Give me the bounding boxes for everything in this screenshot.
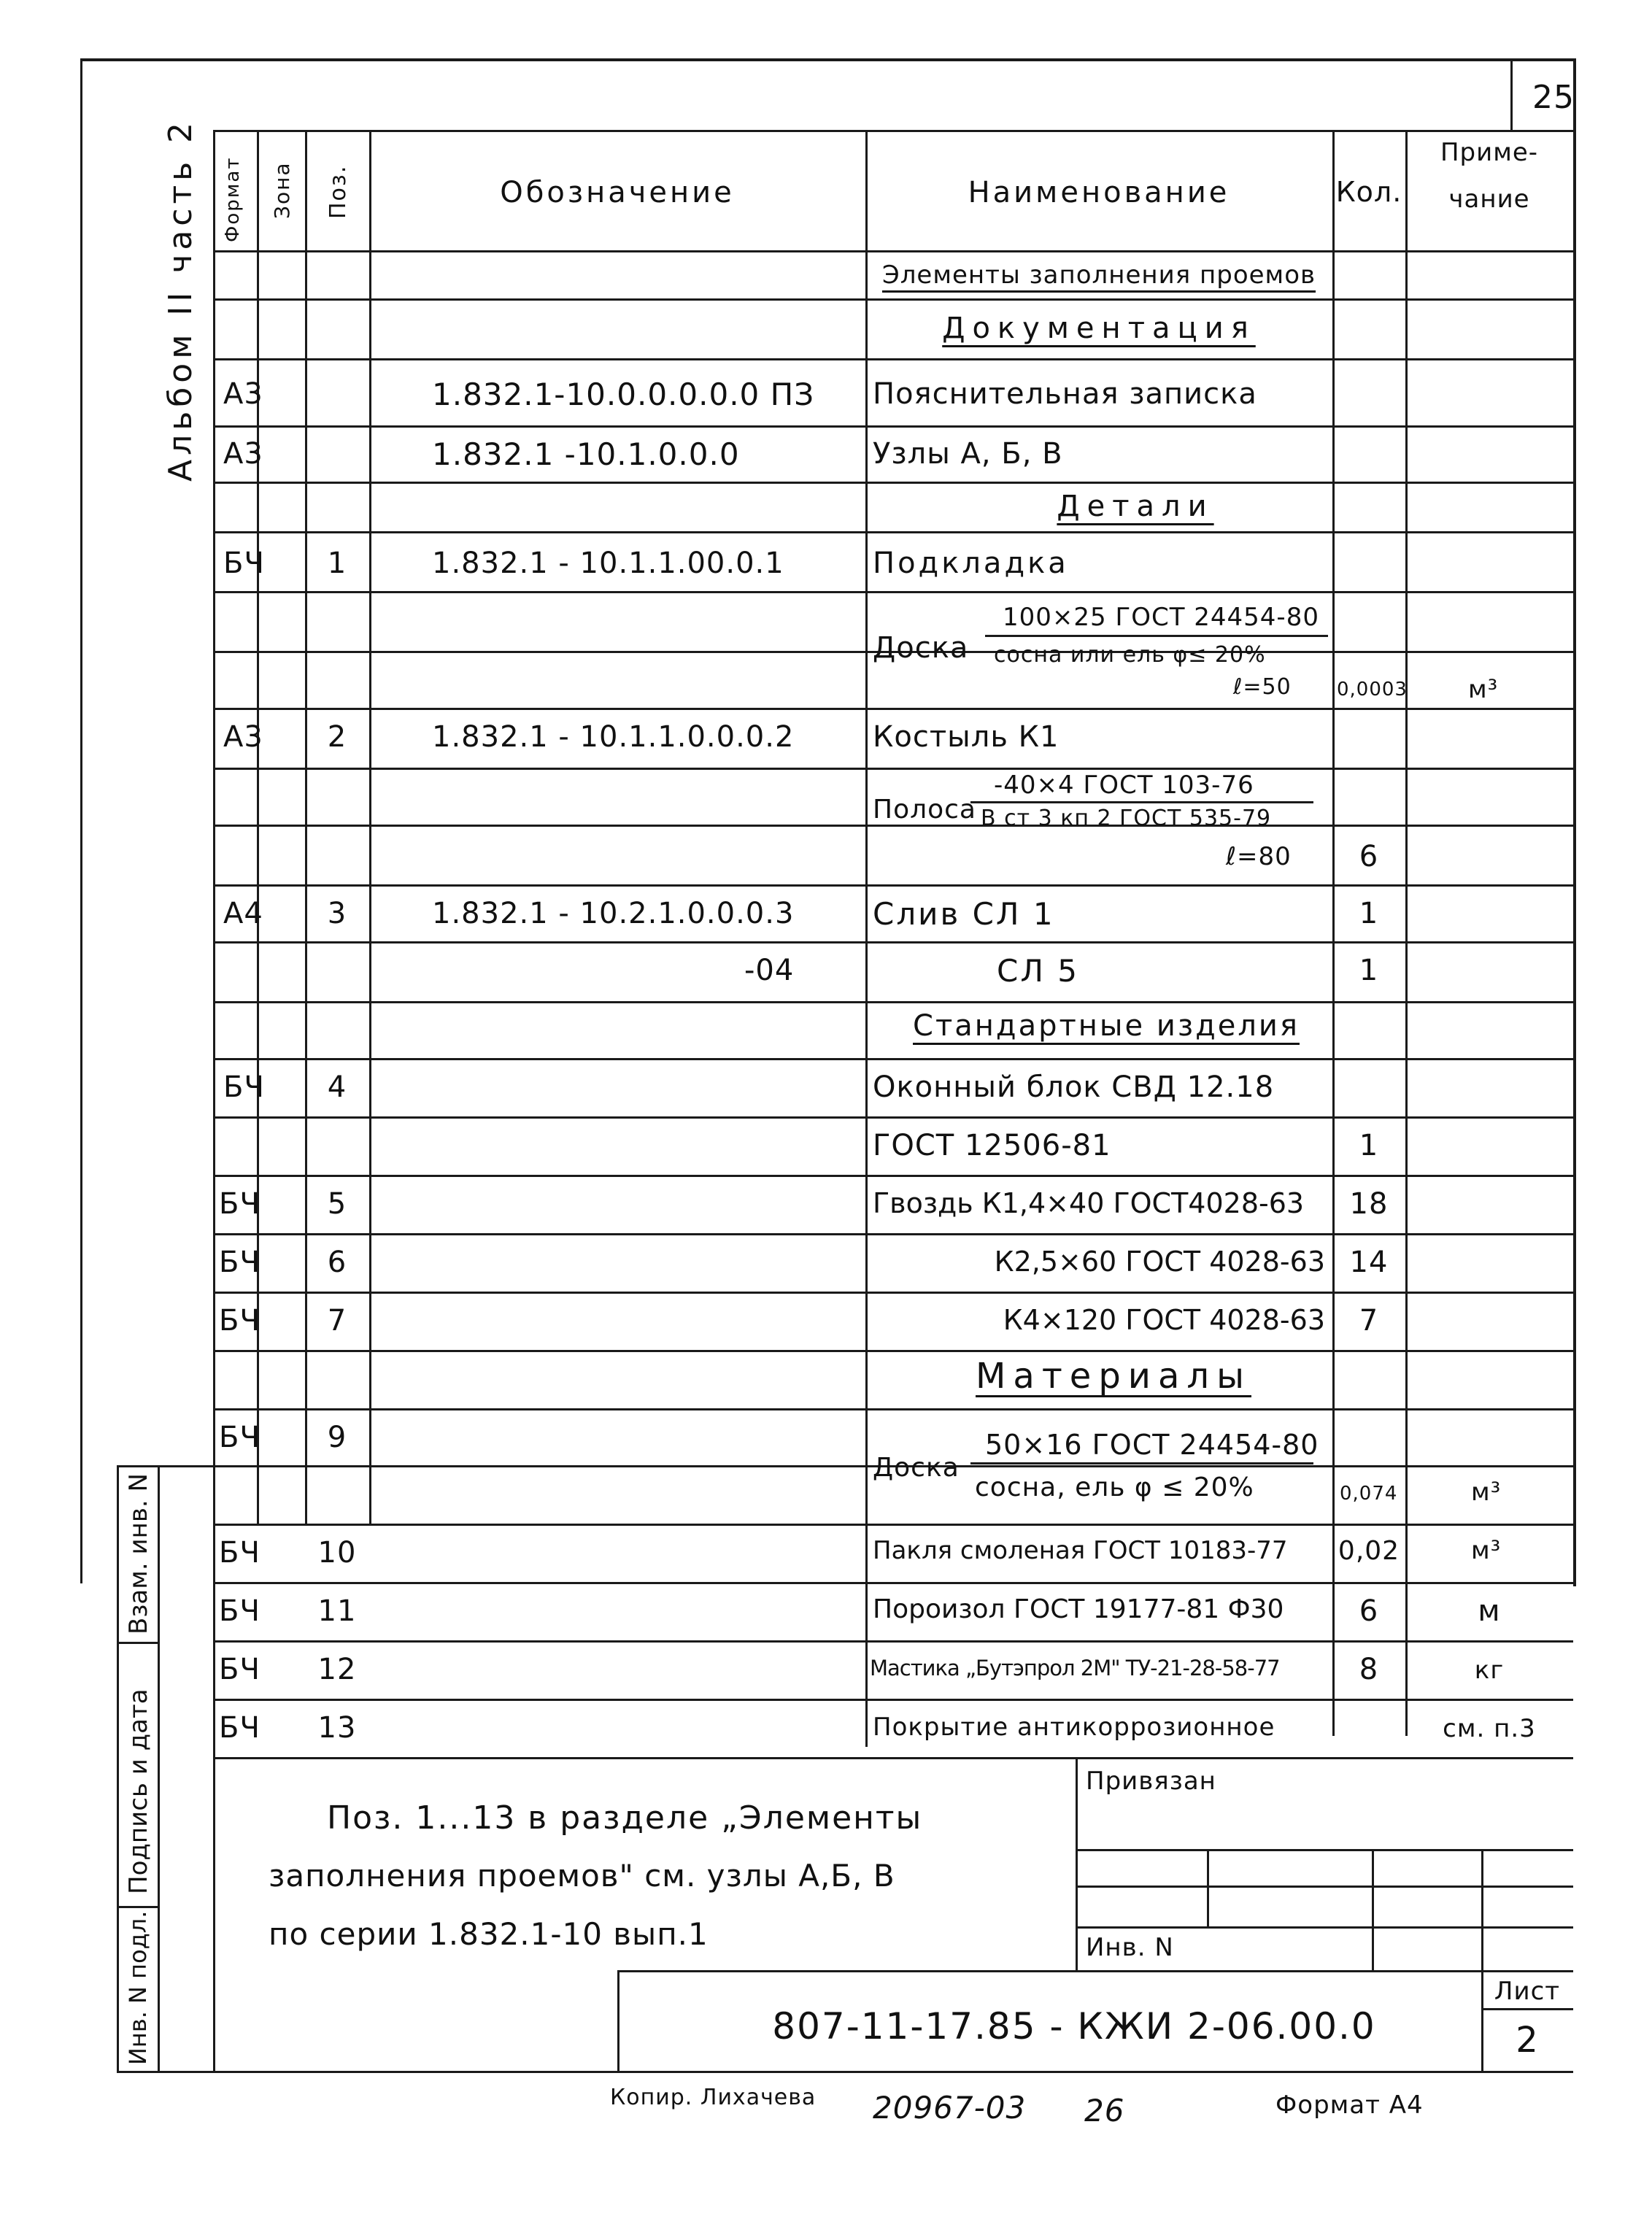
sheet-label: Лист — [1494, 1977, 1561, 2006]
header-designation: Обозначение — [500, 176, 735, 209]
note-line2: заполнения проемов" см. узлы А,Б, В — [269, 1858, 895, 1894]
r16-pos: 11 — [317, 1594, 357, 1628]
row-line — [213, 1175, 1573, 1177]
col-line-designation — [865, 130, 868, 1747]
stamp-tied: Привязан — [1086, 1767, 1216, 1796]
left-stamp-bottom — [117, 2071, 617, 2073]
r3-designation: 1.832.1 - 10.1.1.00.0.1 — [432, 547, 784, 580]
r7-pos: 3 — [327, 897, 347, 930]
r9-format: БЧ — [223, 1070, 265, 1104]
r18-unit: см. п.3 — [1443, 1714, 1536, 1743]
r14-qty: 0,074 — [1340, 1483, 1398, 1505]
row-line — [213, 1233, 1573, 1235]
r10-name: ГОСТ 12506-81 — [873, 1129, 1111, 1162]
r8-designation: -04 — [744, 954, 795, 987]
left-stamp-signature-date: Подпись и дата — [124, 1688, 153, 1894]
row-line — [213, 708, 1573, 710]
footer-format: Формат А4 — [1275, 2091, 1424, 2120]
r8-name: СЛ 5 — [997, 953, 1079, 989]
r4-length: ℓ=50 — [1233, 674, 1292, 700]
r17-unit: кг — [1474, 1656, 1505, 1685]
r11-qty: 18 — [1349, 1187, 1389, 1221]
r4-unit: м³ — [1468, 675, 1499, 704]
r15-pos: 10 — [317, 1536, 357, 1570]
r15-format: БЧ — [219, 1536, 260, 1570]
left-stamp-top — [117, 1465, 213, 1467]
row-line — [213, 425, 1573, 428]
sheet-label-line — [1481, 2008, 1573, 2010]
col-line-left — [213, 130, 215, 1524]
r6-length: ℓ=80 — [1226, 842, 1292, 871]
r4-qty: 0,0003 — [1337, 679, 1408, 700]
r17-format: БЧ — [219, 1653, 260, 1686]
sheet-number: 2 — [1516, 2020, 1539, 2061]
r7-name: Слив СЛ 1 — [873, 896, 1055, 932]
r18-pos: 13 — [317, 1711, 357, 1745]
r18-name: Покрытие антикоррозионное — [873, 1713, 1275, 1742]
row-line — [213, 1640, 1573, 1643]
r6-bottom: В ст 3 кп 2 ГОСТ 535-79 — [981, 806, 1272, 831]
header-zone: Зона — [270, 161, 294, 219]
r11-format: БЧ — [219, 1187, 260, 1221]
title-block-top — [617, 1970, 1573, 1972]
r14-pos: 9 — [327, 1421, 347, 1454]
r6-label: Полоса — [873, 795, 976, 825]
r6-fraction-line — [970, 801, 1313, 803]
row-line — [213, 941, 1573, 943]
r2-format: А3 — [223, 437, 263, 471]
stamp-inv: Инв. N — [1086, 1933, 1174, 1962]
row-line — [213, 1757, 1573, 1759]
r2-designation: 1.832.1 -10.1.0.0.0 — [432, 436, 740, 472]
r7-designation: 1.832.1 - 10.2.1.0.0.0.3 — [432, 897, 795, 930]
stamp-line — [1076, 1926, 1573, 1929]
album-side-title: Альбом II часть 2 — [162, 117, 199, 482]
stamp-line — [1076, 1886, 1573, 1888]
r5-format: А3 — [223, 720, 263, 754]
r3-name: Подкладка — [873, 547, 1069, 580]
r12-name: К2,5×60 ГОСТ 4028-63 — [994, 1246, 1325, 1278]
section-details: Детали — [1057, 490, 1214, 523]
r6-qty: 6 — [1359, 840, 1379, 873]
r14-top: 50×16 ГОСТ 24454-80 — [985, 1429, 1319, 1461]
r3-pos: 1 — [327, 547, 347, 580]
stamp-left-line — [1076, 1757, 1078, 1970]
footer-copied: Копир. Лихачева — [610, 2085, 817, 2110]
header-format: Формат — [222, 156, 244, 242]
row-line — [213, 825, 1573, 827]
col-line-name — [1332, 130, 1335, 1736]
row-line — [213, 1699, 1573, 1701]
r13-pos: 7 — [327, 1304, 347, 1338]
r18-format: БЧ — [219, 1711, 260, 1745]
row-line — [213, 130, 1573, 132]
r14-format: БЧ — [219, 1421, 260, 1454]
r14-fraction-line — [970, 1462, 1313, 1464]
section-std: Стандартные изделия — [913, 1009, 1300, 1043]
row-line — [213, 358, 1573, 360]
r4-label: Доска — [873, 631, 969, 665]
stamp-line — [1076, 1849, 1573, 1851]
r2-name: Узлы А, Б, В — [873, 437, 1063, 471]
doc-code: 807-11-17.85 - КЖИ 2-06.00.0 — [772, 2005, 1376, 2047]
r13-qty: 7 — [1359, 1304, 1379, 1338]
row-line — [213, 768, 1573, 770]
r8-qty: 1 — [1359, 954, 1379, 987]
row-line — [213, 1408, 1573, 1410]
r6-top: -40×4 ГОСТ 103-76 — [994, 771, 1254, 800]
header-note-line1: Приме- — [1440, 138, 1539, 167]
row-line — [213, 298, 1573, 301]
r7-qty: 1 — [1359, 897, 1379, 930]
r17-name: Мастика „Бутэпрол 2М" ТУ-21-28-58-77 — [870, 1656, 1280, 1680]
header-name: Наименование — [968, 176, 1230, 209]
section-mat: Материалы — [976, 1356, 1251, 1397]
r12-pos: 6 — [327, 1246, 347, 1279]
r16-unit: м — [1478, 1594, 1501, 1628]
header-note-line2: чание — [1448, 185, 1530, 214]
page-number-box-line — [1510, 58, 1513, 130]
col-line-zone — [305, 130, 307, 1524]
row-line — [213, 482, 1573, 484]
left-stamp-inv-orig: Инв. N подл. — [124, 1910, 152, 2065]
row-line — [213, 884, 1573, 887]
r4-top: 100×25 ГОСТ 24454-80 — [1003, 603, 1319, 632]
row-line — [213, 1582, 1573, 1584]
header-qty: Кол. — [1335, 176, 1402, 208]
r15-qty: 0,02 — [1338, 1536, 1400, 1566]
r1-name: Пояснительная записка — [873, 377, 1257, 411]
r17-pos: 12 — [317, 1653, 357, 1686]
r12-qty: 14 — [1349, 1246, 1389, 1279]
stamp-col-line — [1372, 1849, 1374, 1970]
row-line — [213, 1001, 1573, 1003]
r15-unit: м³ — [1471, 1536, 1502, 1565]
col-line-qty — [1405, 130, 1408, 1736]
row-line — [213, 1292, 1573, 1294]
r13-name: К4×120 ГОСТ 4028-63 — [1003, 1304, 1325, 1336]
title-block-bottom — [617, 2071, 1573, 2073]
r15-name: Пакля смоленая ГОСТ 10183-77 — [873, 1536, 1288, 1565]
left-stamp-right-line — [213, 1524, 215, 2071]
row-line — [213, 1058, 1573, 1060]
row-line — [213, 591, 1573, 593]
r4-bottom: сосна или ель φ≤ 20% — [994, 642, 1266, 668]
title-block-left — [617, 1970, 620, 2071]
r16-format: БЧ — [219, 1594, 260, 1628]
r11-name: Гвоздь К1,4×40 ГОСТ4028-63 — [873, 1187, 1305, 1219]
left-stamp-inner-line — [158, 1465, 160, 2071]
note-line1: Поз. 1...13 в разделе „Элементы — [327, 1799, 923, 1837]
page-number: 25 — [1532, 79, 1575, 116]
row-line — [213, 531, 1573, 533]
left-stamp-outer-line — [117, 1465, 119, 2071]
col-line-pos — [369, 130, 371, 1524]
r3-format: БЧ — [223, 547, 265, 580]
frame-left-line — [80, 58, 82, 1583]
r1-format: А3 — [223, 377, 263, 411]
r5-designation: 1.832.1 - 10.1.1.0.0.0.2 — [432, 720, 795, 754]
row-line — [213, 250, 1573, 252]
r9-name: Оконный блок СВД 12.18 — [873, 1070, 1275, 1104]
stamp-col-line — [1481, 1849, 1483, 2071]
r5-pos: 2 — [327, 720, 347, 754]
r1-designation: 1.832.1-10.0.0.0.0.0 ПЗ — [432, 377, 815, 412]
r4-fraction-line — [985, 635, 1328, 637]
left-stamp-divider — [117, 1906, 158, 1908]
note-line3: по серии 1.832.1-10 вып.1 — [269, 1916, 709, 1952]
r7-format: А4 — [223, 897, 263, 930]
row-line — [213, 1350, 1573, 1352]
r14-bottom: сосна, ель φ ≤ 20% — [975, 1473, 1254, 1502]
r16-qty: 6 — [1359, 1594, 1379, 1628]
r11-pos: 5 — [327, 1187, 347, 1221]
stamp-col-line — [1207, 1849, 1209, 1926]
r9-pos: 4 — [327, 1070, 347, 1104]
section-main: Элементы заполнения проемов — [881, 260, 1316, 290]
r17-qty: 8 — [1359, 1653, 1379, 1686]
row-line — [213, 1116, 1573, 1119]
footer-num: 26 — [1084, 2093, 1125, 2128]
r14-unit: м³ — [1471, 1478, 1502, 1507]
r14-label: Доска — [873, 1453, 960, 1483]
left-stamp-divider — [117, 1642, 158, 1644]
r5-name: Костыль К1 — [873, 720, 1059, 754]
r10-qty: 1 — [1359, 1129, 1379, 1162]
r13-format: БЧ — [219, 1304, 260, 1338]
footer-order: 20967-03 — [873, 2090, 1027, 2126]
left-stamp-replace-inv: Взам. инв. N — [124, 1473, 153, 1634]
r16-name: Пороизол ГОСТ 19177-81 Ф30 — [873, 1594, 1284, 1624]
row-line — [213, 1524, 1573, 1526]
r12-format: БЧ — [219, 1246, 260, 1279]
header-pos: Поз. — [325, 164, 351, 219]
section-docs: Документация — [942, 312, 1256, 345]
